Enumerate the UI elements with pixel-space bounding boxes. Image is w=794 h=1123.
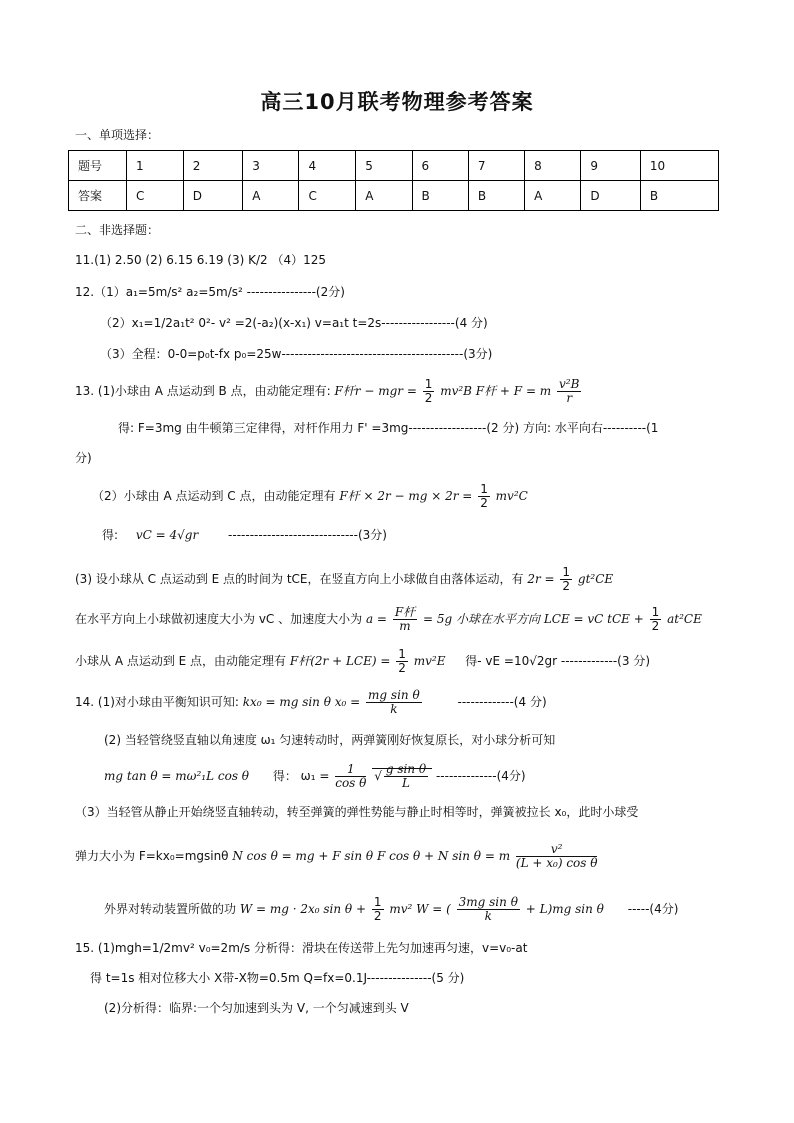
formula: 得： ω₁ = (272, 769, 330, 783)
q15-line-1: 15. (1)mgh=1/2mv² v₀=2m/s 分析得：滑块在传送带上先匀加速再匀速，v=v₀-at (75, 941, 528, 955)
fraction: $\frac{\text{F杆}}{m}$ (394, 605, 416, 633)
table-row (69, 181, 719, 211)
formula: F杆r − mgr = (334, 384, 417, 398)
q14-line-5 (75, 840, 599, 872)
table-cell: C (299, 181, 356, 211)
fraction: $\frac{1}{2}$ (373, 895, 382, 923)
formula: mg tan θ = mω²₁L cos θ (104, 769, 250, 783)
q14-text: --------------(4分) (435, 769, 526, 783)
fraction: $\frac{1}{\text{cos θ}}$ (335, 762, 367, 790)
q13-text: 在水平方向上小球做初速度大小为 vC 、加速度大小为 (75, 612, 363, 626)
formula: kx₀ = mg sin θ x₀ = (242, 695, 361, 709)
q13-text: 小球从 A 点运动到 E 点，由动能定理有 (75, 654, 287, 668)
sqrt-symbol: √ $\frac{\text{g sin θ}}{L}$ (372, 768, 432, 783)
table-cell: 6 (412, 151, 468, 181)
table-cell: 题号 (69, 151, 127, 181)
table-row (69, 151, 719, 181)
table-cell: C (127, 181, 184, 211)
q12-line-3: （3）全程：0-0=p₀t-fx p₀=25w------------------------------------------(3分) (100, 347, 493, 361)
formula: + L)mg sin θ (525, 902, 604, 916)
fraction: $\frac{\text{3mg sin θ}}{k}$ (458, 895, 518, 923)
q13-line-4 (92, 481, 528, 511)
section-non-choice: 二、非选择题： (75, 223, 160, 237)
q12-line-1: 12.（1）a₁=5m/s² a₂=5m/s² ----------------(2分) (75, 285, 345, 299)
q13-line-6 (75, 564, 613, 594)
fraction: $\frac{\text{v²}}{\text{(L + x₀) cos θ}}$ (515, 842, 598, 870)
q12-line-2: （2）x₁=1/2a₁t² 0²- v² =2(-a₂)(x-x₁) v=a₁t t=2s-----------------(4 分) (100, 316, 488, 330)
q15-line-3: (2)分析得：临界:一个匀加速到头为 V, 一个匀减速到头 V (104, 1001, 409, 1015)
q14-text: -------------(4 分) (457, 695, 547, 709)
table-cell: D (183, 181, 242, 211)
q14-text: 弹力大小为 F=kx₀=mgsinθ (75, 849, 229, 863)
formula: F杆(2r + LCE) = (289, 654, 391, 668)
q13-text: （2）小球由 A 点运动到 C 点，由动能定理有 (92, 489, 336, 503)
table-cell: 1 (127, 151, 184, 181)
q13-line-8 (75, 646, 650, 676)
formula: 2r = (527, 572, 555, 586)
page-title: 高三10月联考物理参考答案 (260, 90, 534, 114)
fraction: $\frac{1}{2}$ (398, 647, 406, 675)
formula: at²CE (667, 612, 702, 626)
table-cell: 7 (468, 151, 524, 181)
table-cell: 10 (640, 151, 718, 181)
table-cell: 8 (525, 151, 581, 181)
table-cell: 3 (243, 151, 299, 181)
fraction: $\frac{1}{2}$ (562, 565, 571, 593)
q13-line-1 (75, 376, 583, 406)
fraction: $\frac{1}{2}$ (424, 377, 433, 405)
formula: vC = 4√gr (135, 528, 199, 542)
table-cell: 答案 (69, 181, 127, 211)
table-cell: A (243, 181, 299, 211)
formula: mv²C (495, 489, 528, 503)
fraction: $\frac{\text{v²B}}{r}$ (559, 377, 580, 405)
table-cell: B (640, 181, 718, 211)
table-cell: 5 (356, 151, 412, 181)
formula: mv²B F杆 + F = m (440, 384, 552, 398)
formula: a = (365, 612, 387, 626)
formula: = 5g 小球在水平方向 (422, 612, 540, 626)
q14-line-1 (75, 687, 547, 717)
formula: F杆 × 2r − mg × 2r = (339, 489, 473, 503)
q13-text: 得: (102, 528, 119, 542)
q13-text: (3) 设小球从 C 点运动到 E 点的时间为 tCE，在竖直方向上小球做自由落体运动，有 (75, 572, 524, 586)
formula: W = mg · 2x₀ sin θ + (239, 902, 367, 916)
fraction: $\frac{1}{2}$ (480, 482, 488, 510)
q13-line-7 (75, 604, 702, 634)
table-cell: A (525, 181, 581, 211)
formula: N cos θ = mg + F sin θ F cos θ + N sin θ = m (232, 849, 511, 863)
formula: LCE = vC tCE + (543, 612, 644, 626)
formula: mv²E (413, 654, 446, 668)
table-cell: 2 (183, 151, 242, 181)
q15-line-2: 得 t=1s 相对位移大小 X带-X物=0.5m Q=fx=0.1J---------------(5 分) (90, 971, 465, 985)
q13-text: 13. (1)小球由 A 点运动到 B 点，由动能定理有: (75, 384, 331, 398)
fraction: $\frac{\text{g sin θ}}{L}$ (385, 762, 427, 790)
q14-text: 14. (1)对小球由平衡知识可知: (75, 695, 239, 709)
fraction: $\frac{\text{mg sin θ}}{k}$ (368, 688, 420, 716)
answer-table (68, 150, 719, 211)
q13-line-3: 分) (75, 451, 92, 465)
q11-line: 11.(1) 2.50 (2) 6.15 6.19 (3) K/2 （4）125 (75, 253, 327, 267)
q14-line-2: (2) 当轻管绕竖直轴以角速度 ω₁ 匀速转动时，两弹簧刚好恢复原长，对小球分析可知 (104, 733, 556, 747)
q13-line-5 (102, 527, 387, 543)
table-cell: A (356, 181, 412, 211)
table-cell: B (468, 181, 524, 211)
q13-line-2: 得: F=3mg 由牛顿第三定律得，对杆作用力 F' =3mg------------------(2 分) 方向: 水平向右----------(1 (118, 421, 659, 435)
formula: mv² W = ( (389, 902, 451, 916)
formula: gt²CE (577, 572, 614, 586)
q13-text: ------------------------------(3分) (228, 528, 387, 542)
table-cell: 4 (299, 151, 356, 181)
table-cell: D (581, 181, 640, 211)
table-cell: B (412, 181, 468, 211)
q14-text: 外界对转动装置所做的功 (104, 902, 237, 916)
section-single-choice: 一、单项选择： (75, 128, 160, 142)
fraction: $\frac{1}{2}$ (651, 605, 660, 633)
q14-line-3 (104, 760, 526, 792)
table-cell: 9 (581, 151, 640, 181)
q14-line-6 (104, 893, 678, 925)
q14-text: -----(4分) (627, 902, 679, 916)
q13-text: 得- vE =10√2gr -------------(3 分) (465, 654, 650, 668)
q14-line-4: （3）当轻管从静止开始绕竖直轴转动，转至弹簧的弹性势能与静止时相等时，弹簧被拉长 x₀，此时小球受 (75, 805, 639, 819)
